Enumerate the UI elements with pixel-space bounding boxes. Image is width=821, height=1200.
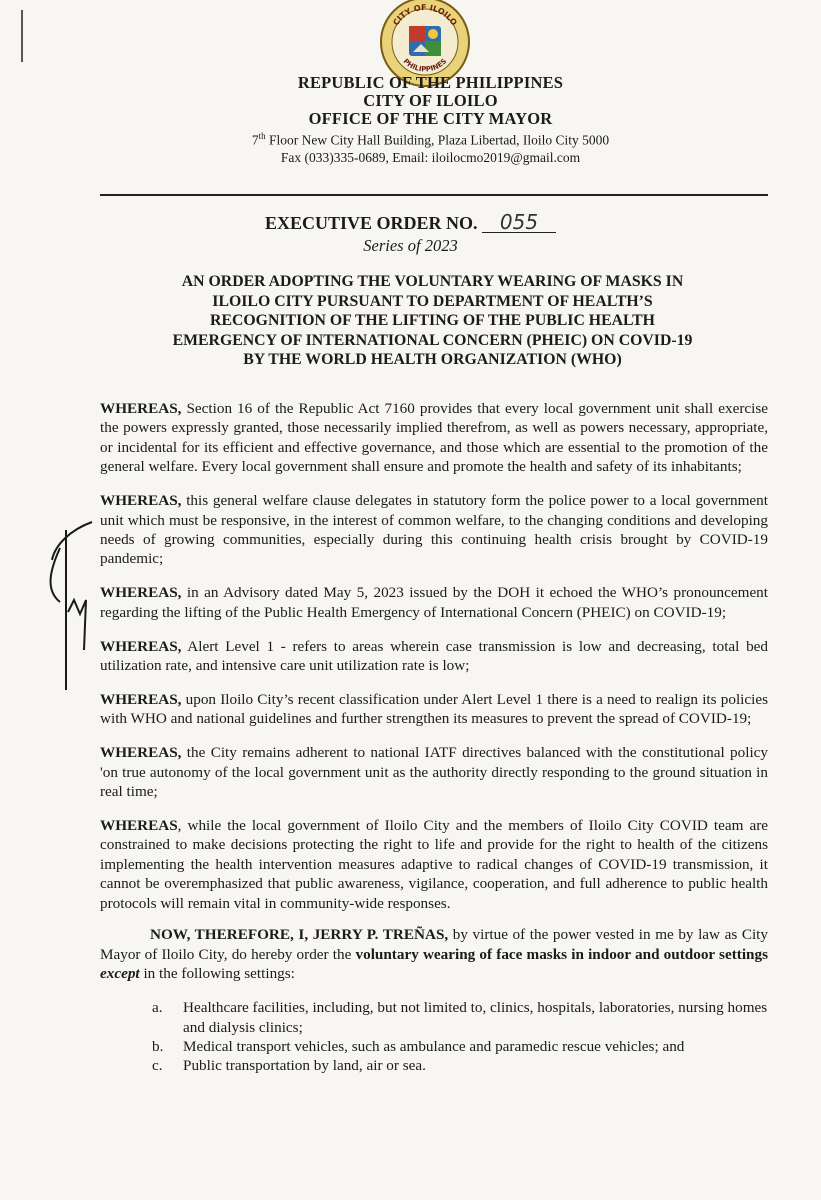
order-title-line: RECOGNITION OF THE LIFTING OF THE PUBLIC HEALTH (210, 312, 655, 330)
order-body (100, 399, 768, 1076)
series-line: Series of 2023 (363, 236, 458, 255)
except-word: except (100, 965, 140, 983)
header-divider (100, 194, 768, 196)
margin-scribble (68, 600, 86, 650)
settings-list (100, 998, 768, 1076)
whereas-lead: WHEREAS, (100, 637, 182, 655)
list-item (152, 1056, 768, 1075)
header-office: OFFICE OF THE CITY MAYOR (308, 109, 553, 128)
whereas-clause (100, 743, 768, 801)
whereas-lead: WHEREAS, (100, 744, 182, 762)
whereas-text: , while the local government of Iloilo City and the members of Iloilo City COVID team are constrained to make decisions protecting the right to life and provide for the right to health of the citizens implementing the health intervention measures adaptive to radical changes of COVID-19 transmission, it cannot be overemphasized that public awareness, vigilance, cooperation, and full adherence to public health protocols will remain vital in community-wide responses. (100, 816, 768, 912)
seal-text-bottom: PHILIPPINES (401, 57, 449, 74)
order-title (130, 272, 735, 370)
floor-number: 7 (251, 132, 259, 148)
now-therefore-bold: voluntary wearing of face masks in indoor and outdoor settings (355, 945, 768, 963)
margin-bracket (51, 522, 92, 690)
order-title-line: ILOILO CITY PURSUANT TO DEPARTMENT OF HEALTH’S (212, 292, 653, 310)
order-title-line: BY THE WORLD HEALTH ORGANIZATION (WHO) (243, 351, 622, 369)
header-republic: REPUBLIC OF THE PHILIPPINES (297, 73, 564, 92)
list-marker: c. (152, 1057, 163, 1075)
whereas-lead: WHEREAS, (100, 492, 182, 510)
whereas-text: in an Advisory dated May 5, 2023 issued by the DOH it echoed the WHO’s pronouncement regarding the lifting of the Public Health Emergency of International Concern (PHEIC) on COVID-19; (100, 584, 768, 621)
whereas-clause (100, 637, 768, 676)
whereas-clause (100, 583, 768, 622)
executive-order-label: EXECUTIVE ORDER NO. (264, 213, 478, 233)
now-therefore-clause (100, 925, 768, 983)
list-item (152, 998, 768, 1037)
list-marker: a. (152, 999, 163, 1017)
whereas-lead: WHEREAS (100, 816, 178, 834)
seal-text-top: CITY OF ILOILO (391, 2, 459, 28)
whereas-clause (100, 399, 768, 477)
executive-order-heading (0, 212, 821, 234)
list-marker: b. (152, 1037, 164, 1055)
whereas-lead: WHEREAS, (100, 400, 182, 417)
whereas-text: Section 16 of the Republic Act 7160 provides that every local government unit shall exercise the powers expressly granted, those necessarily implied therefrom, as well as powers necessary, appropriate, or incidental for its efficient and effective governance, and those which are essential to the promotion of the general welfare. Every local government shall ensure and promote the health and safety of its inhabitants; (100, 400, 768, 476)
list-item-text: Healthcare facilities, including, but not limited to, clinics, hospitals, laboratories, nursing homes and dialysis clinics; (183, 999, 768, 1036)
whereas-clause (100, 690, 768, 729)
whereas-lead: WHEREAS, (100, 690, 182, 708)
whereas-clause (100, 491, 768, 569)
address-text: Floor New City Hall Building, Plaza Libertad, Iloilo City 5000 (265, 132, 610, 148)
header-city: CITY OF ILOILO (363, 91, 498, 110)
now-therefore-text: by virtue of the power vested in me by law as City Mayor of Iloilo City, do hereby order the (100, 926, 768, 963)
header-contact: Fax (033)335-0689, Email: iloilocmo2019@gmail.com (280, 149, 581, 165)
whereas-lead: WHEREAS, (100, 584, 182, 602)
executive-order-number: 055 (482, 212, 556, 233)
letterhead (150, 74, 711, 166)
floor-suffix: th (258, 131, 266, 141)
whereas-clause (100, 816, 768, 913)
whereas-text: upon Iloilo City’s recent classification under Alert Level 1 there is a need to realign its policies with WHO and national guidelines and further strengthen its measures to prevent the spread of COVID-19; (100, 690, 768, 728)
order-title-line: AN ORDER ADOPTING THE VOLUNTARY WEARING OF MASKS IN (181, 273, 684, 290)
now-therefore-tail: in the following settings: (139, 965, 295, 983)
whereas-text: the City remains adherent to national IATF directives balanced with the constitutional policy 'on true autonomy of the local government unit as the authority directly responding to the ground situation in real time; (100, 744, 768, 800)
list-item-text: Medical transport vehicles, such as ambulance and paramedic rescue vehicles; and (183, 1037, 685, 1055)
list-item-text: Public transportation by land, air or sea. (183, 1057, 426, 1075)
whereas-text: this general welfare clause delegates in statutory form the police power to a local government unit which must be responsive, in the interest of common welfare, to the changing conditions and developing needs of growing communities, especially during this continuing health crisis brought by COVID-19 pandemic; (100, 492, 768, 568)
order-title-line: EMERGENCY OF INTERNATIONAL CONCERN (PHEIC) ON COVID-19 (172, 331, 693, 349)
whereas-text: Alert Level 1 - refers to areas wherein case transmission is low and decreasing, total bed utilization rate, and intensive care unit utilization rate is low; (100, 637, 768, 674)
now-therefore-lead: NOW, THEREFORE, I, JERRY P. TREÑAS, (150, 926, 449, 944)
list-item (152, 1037, 768, 1056)
header-address (150, 128, 711, 149)
